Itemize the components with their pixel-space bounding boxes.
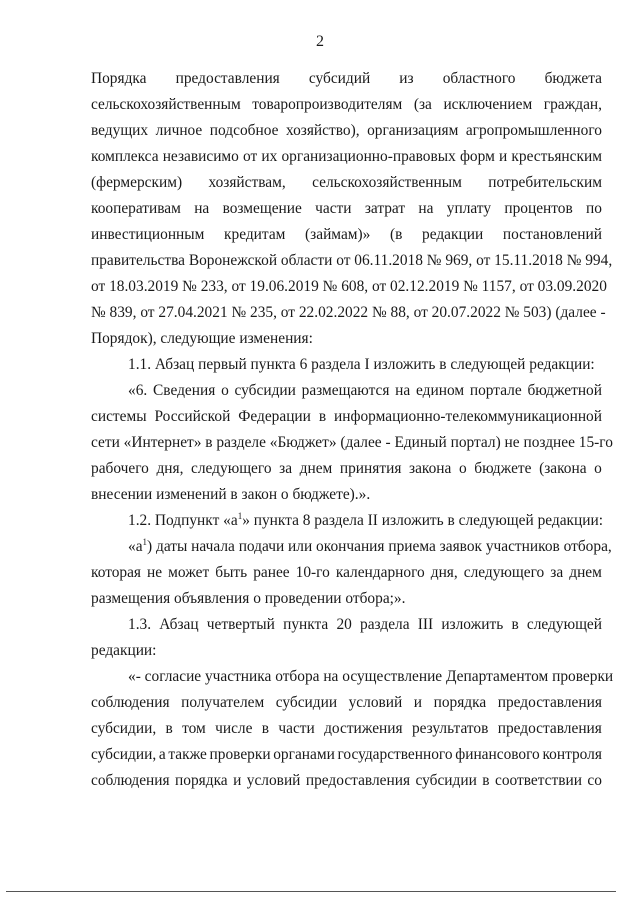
text-line (91, 225, 602, 245)
word: редакции (422, 226, 484, 243)
word: следующего (191, 460, 272, 477)
word: результатов (411, 720, 489, 737)
word: Российской (154, 408, 231, 425)
word: III (417, 616, 434, 633)
word: на (194, 200, 210, 217)
word: затрат (364, 200, 406, 217)
text-span: «а (128, 538, 143, 555)
word: бюджетной (527, 382, 602, 399)
text-line (91, 693, 602, 713)
word: контроля (542, 746, 602, 763)
text-line (91, 459, 602, 479)
word: субсидии (415, 772, 477, 789)
item-1-2-heading (128, 511, 602, 531)
text-line: размещения объявления о проведении отбора;». (91, 590, 406, 607)
word: за (550, 564, 564, 581)
text-line (91, 771, 602, 791)
text-line: № 839, от 27.04.2021 № 235, от 22.02.2022 № 88, от 20.07.2022 № 503) (далее - (91, 304, 606, 321)
word: Сведения (153, 382, 216, 399)
word: (за (413, 96, 432, 113)
word: их (261, 148, 278, 165)
word: товаропроизводителям (252, 96, 403, 113)
word: календарного (335, 564, 425, 581)
text-line (91, 407, 602, 427)
word: о (458, 460, 467, 477)
text-line: от 18.03.2019 № 233, от 19.06.2019 № 608, от 02.12.2019 № 1157, от 03.09.2020 (91, 278, 607, 295)
text-line: редакции: (91, 642, 157, 659)
word: условий (348, 694, 403, 711)
text-line (128, 537, 612, 557)
word: условий (246, 772, 301, 789)
word: может (168, 564, 210, 581)
word: субсидии (234, 382, 296, 399)
word: в (318, 408, 327, 425)
word: достижения (324, 720, 403, 737)
item-1-3-heading (128, 615, 602, 635)
text-line (91, 121, 602, 141)
word: предоставления (305, 772, 411, 789)
text-line: правительства Воронежской области от 06.11.2018 № 969, от 15.11.2018 № 994, (91, 252, 613, 269)
word: субсидии (275, 694, 338, 711)
word: кооперативам (91, 200, 181, 217)
text-line (91, 745, 602, 765)
word: дня, (430, 564, 458, 581)
word: предоставления (497, 720, 602, 737)
word: субсидий (308, 70, 371, 87)
word: пункта (283, 616, 329, 633)
word: ранее (253, 564, 290, 581)
word: в (165, 720, 173, 737)
word: в (482, 772, 490, 789)
text-line: внесении изменений в закон о бюджете).». (91, 486, 371, 503)
text-span: ) даты начала подачи или окончания приема заявок участников отбора, (147, 538, 612, 555)
word: проверки (209, 746, 271, 763)
word: Порядка (91, 70, 147, 87)
word: организациям (367, 122, 459, 139)
word: принятия (339, 460, 402, 477)
word: (займам)» (305, 226, 371, 243)
text-line (91, 563, 602, 583)
word: на (395, 382, 411, 399)
word: независимо (162, 148, 239, 165)
word: четвертый (206, 616, 275, 633)
word: подсобное (209, 122, 279, 139)
word: по (586, 200, 602, 217)
word: получателем (181, 694, 265, 711)
word: ведущих (91, 122, 149, 139)
word: которая (91, 564, 142, 581)
word: едином (416, 382, 465, 399)
word: инвестиционным (91, 226, 205, 243)
word: части (315, 200, 352, 217)
word: порядка (175, 772, 228, 789)
word: крестьянским (511, 148, 602, 165)
text-line (91, 95, 602, 115)
word: предоставления (175, 70, 280, 87)
word: портале (469, 382, 522, 399)
word: уплату (446, 200, 492, 217)
superscript: 1 (142, 537, 148, 547)
word: бюджете (474, 460, 532, 477)
word: о (594, 460, 602, 477)
word: субсидии, (91, 746, 157, 763)
word: комплекса (91, 148, 159, 165)
text-line: Порядок), следующие изменения: (91, 330, 313, 347)
word: областного (442, 70, 516, 87)
word: со (587, 772, 602, 789)
superscript: 1 (237, 511, 243, 521)
word: Абзац (159, 616, 199, 633)
word: порядка (433, 694, 487, 711)
word: в (511, 616, 519, 633)
word: сельскохозяйственным (91, 96, 241, 113)
word: закона (409, 460, 452, 477)
word: на (418, 200, 434, 217)
word: следующей (526, 616, 602, 633)
word: том (182, 720, 206, 737)
word: бюджета (544, 70, 602, 87)
word: быть (215, 564, 248, 581)
word: рабочего (91, 460, 149, 477)
word: хозяйствам, (208, 174, 286, 191)
word: днем (569, 564, 602, 581)
word: процентов (504, 200, 573, 217)
word: органами (273, 746, 335, 763)
text-span: » пункта 8 раздела II изложить в следующей редакции: (242, 512, 604, 529)
word: (закона (539, 460, 587, 477)
word: раздела (360, 616, 410, 633)
word: а (158, 746, 166, 763)
word: потребительским (488, 174, 602, 191)
word: организационно-правовых (281, 148, 456, 165)
word: предоставления (497, 694, 602, 711)
word: граждан, (543, 96, 602, 113)
word: агропромышленного (465, 122, 602, 139)
word: информационно-телекоммуникационной (334, 408, 602, 425)
word: дня, (156, 460, 184, 477)
text-line (128, 381, 602, 401)
item-1-1-heading: 1.1. Абзац первый пункта 6 раздела I изложить в следующей редакции: (128, 356, 595, 373)
text-line: «- согласие участника отбора на осуществление Департаментом проверки (128, 668, 614, 685)
word: о (221, 382, 229, 399)
word: от (243, 148, 258, 165)
word: в (261, 720, 270, 737)
word: за (279, 460, 293, 477)
word: соответствии (494, 772, 582, 789)
word: финансового (455, 746, 540, 763)
word: государственного (337, 746, 453, 763)
word: хозяйство), (285, 122, 360, 139)
text-line: сети «Интернет» в разделе «Бюджет» (далее - Единый портал) не позднее 15-го (91, 434, 613, 451)
word: исключением (443, 96, 533, 113)
word: соблюдения (91, 772, 170, 789)
word: возмещение (222, 200, 302, 217)
text-line (91, 199, 602, 219)
word: также (168, 746, 207, 763)
scan-edge-rule (6, 891, 616, 892)
word: кредитам (224, 226, 286, 243)
word: и (413, 694, 423, 711)
word: части (278, 720, 315, 737)
word: форм (459, 148, 495, 165)
text-line (91, 147, 602, 167)
word: (фермерским) (91, 174, 183, 191)
word: субсидии, (91, 720, 157, 737)
word: сельскохозяйственным (312, 174, 462, 191)
word: днем (299, 460, 333, 477)
word: не (147, 564, 163, 581)
text-line (91, 69, 602, 89)
page-number: 2 (316, 33, 324, 50)
word: 10-го (295, 564, 330, 581)
text-line (91, 719, 602, 739)
word: изложить (441, 616, 504, 633)
word: числе (215, 720, 253, 737)
word: «6. (128, 382, 148, 399)
text-line (91, 173, 602, 193)
word: следующего (463, 564, 545, 581)
word: постановлений (502, 226, 602, 243)
word: системы (91, 408, 147, 425)
word: и (498, 148, 508, 165)
word: Федерации (238, 408, 311, 425)
word: размещаются (301, 382, 390, 399)
word: личное (155, 122, 203, 139)
word: соблюдения (91, 694, 170, 711)
word: и (233, 772, 242, 789)
text-span: 1.2. Подпункт «а (128, 512, 238, 529)
word: (в (389, 226, 403, 243)
word: из (399, 70, 414, 87)
word: 20 (336, 616, 352, 633)
word: 1.3. (128, 616, 152, 633)
